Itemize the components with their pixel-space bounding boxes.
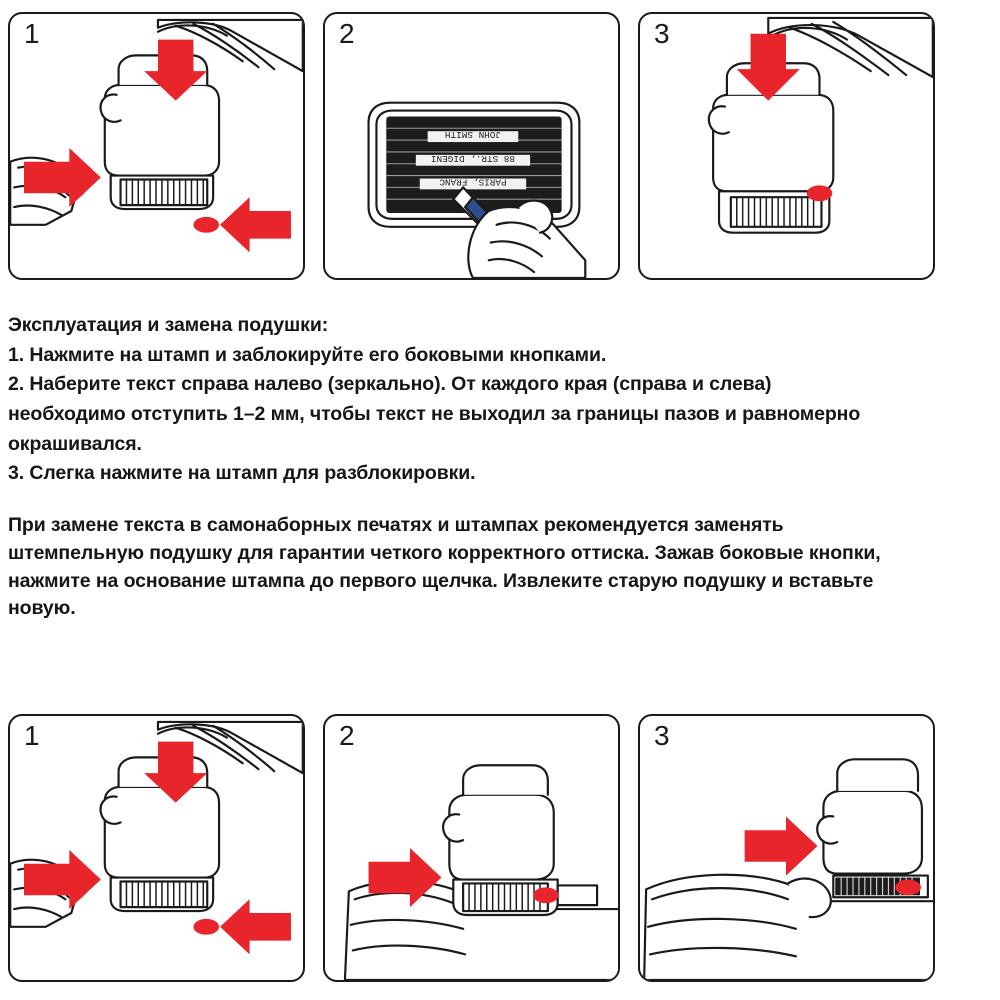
red-dot — [193, 217, 219, 233]
instruction-step-2-line-3: окрашивался. — [8, 432, 142, 455]
panel-top-2 — [323, 12, 620, 280]
instruction-step-2-line-1: 2. Наберите текст справа налево (зеркально). От каждого края (справа и слева) — [8, 373, 772, 396]
panel-number: 3 — [654, 720, 670, 751]
instructions-block — [8, 312, 992, 623]
instructions-heading: Эксплуатация и замена подушки: — [8, 314, 329, 336]
bottom-panel-row — [0, 714, 943, 982]
top-panel-row — [0, 12, 943, 280]
stamp-press-lock-icon — [10, 14, 303, 278]
red-dot — [895, 880, 921, 896]
stamp-unlock-icon — [640, 14, 933, 278]
panel-number: 1 — [24, 720, 40, 751]
panel-number: 2 — [339, 18, 355, 49]
panel-bottom-1 — [8, 714, 305, 982]
note-line-2: штемпельную подушку для гарантии четкого корректного оттиска. Зажав боковые кнопки, — [8, 541, 881, 564]
instruction-step-3: 3. Слегка нажмите на штамп для разблокировки. — [8, 462, 476, 485]
note-line-3: нажмите на основание штампа до первого щелчка. Извлеките старую подушку и вставьте — [8, 569, 874, 592]
panel-bottom-2 — [323, 714, 620, 982]
panel-top-3 — [638, 12, 935, 280]
replacement-note — [8, 512, 992, 623]
arrow-left-red — [220, 197, 291, 252]
panel-bottom-3 — [638, 714, 935, 982]
red-dot — [193, 919, 219, 935]
stamp-press-side-buttons-icon — [10, 716, 303, 980]
panel-number: 3 — [654, 18, 670, 49]
instruction-step-2-line-2: необходимо отступить 1–2 мм, чтобы текст не выходил за границы пазов и равномерно — [8, 403, 861, 426]
panel-number: 2 — [339, 720, 355, 751]
note-line-4: новую. — [8, 597, 76, 620]
stamp-text-setting-icon — [325, 14, 618, 278]
red-dot — [807, 185, 833, 201]
plate-line-2: 88 STR., DIGENI — [430, 152, 516, 164]
plate-line-group — [416, 129, 530, 189]
note-line-1: При замене текста в самонаборных печатях и штампах рекомендуется заменять — [8, 514, 784, 537]
arrow-left-red — [220, 899, 291, 954]
instruction-step-1: 1. Нажмите на штамп и заблокируйте его боковыми кнопками. — [8, 343, 607, 366]
plate-line-1: JOHN SMITH — [444, 129, 502, 141]
panel-number: 1 — [24, 18, 40, 49]
arrow-right-red — [745, 816, 818, 875]
stamp-pad-replace-icon — [640, 716, 933, 980]
stamp-pad-eject-icon — [325, 716, 618, 980]
panel-top-1 — [8, 12, 305, 280]
plate-line-3: PARIS, FRANC — [439, 176, 507, 188]
red-dot — [533, 887, 559, 903]
paragraph-gap — [8, 490, 992, 512]
